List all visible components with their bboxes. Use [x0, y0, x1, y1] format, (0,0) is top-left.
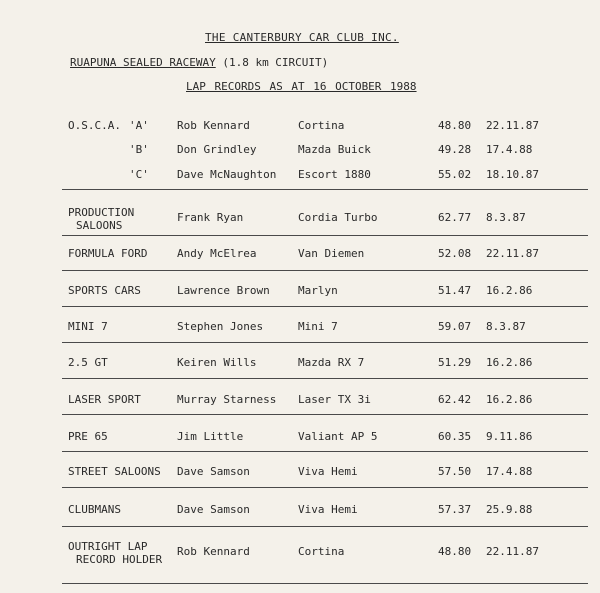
class-cell: PRE 65 [68, 430, 108, 443]
venue-line [70, 56, 328, 69]
date-cell: 17.4.88 [486, 143, 533, 156]
class-line1: OUTRIGHT LAP [68, 540, 148, 553]
car-cell: Cordia Turbo [298, 211, 378, 224]
class-cell: SPORTS CARS [68, 284, 141, 297]
class-cell: MINI 7 [68, 320, 108, 333]
car-cell: Cortina [298, 119, 345, 132]
osca-label: O.S.C.A. [68, 119, 121, 132]
class-line2: RECORD HOLDER [76, 553, 163, 566]
car-cell: Viva Hemi [298, 503, 358, 516]
lap-time-cell: 57.50 [438, 465, 472, 478]
car-cell: Marlyn [298, 284, 338, 297]
osca-sub: 'B' [129, 143, 149, 156]
driver-cell: Andy McElrea [177, 247, 257, 260]
document-title: THE CANTERBURY CAR CLUB INC. [205, 31, 399, 44]
row-divider [62, 270, 588, 271]
lap-time-cell: 60.35 [438, 430, 472, 443]
driver-cell: Jim Little [177, 430, 244, 443]
car-cell: Valiant AP 5 [298, 430, 378, 443]
date-cell: 16.2.86 [486, 284, 533, 297]
lap-time-cell: 51.47 [438, 284, 472, 297]
lap-time-cell: 55.02 [438, 168, 472, 181]
lap-time-cell: 48.80 [438, 545, 472, 558]
lap-time-cell: 59.07 [438, 320, 472, 333]
driver-cell: Dave Samson [177, 465, 250, 478]
car-cell: Viva Hemi [298, 465, 358, 478]
row-divider [62, 414, 588, 415]
driver-cell: Rob Kennard [177, 119, 250, 132]
date-cell: 16.2.86 [486, 393, 533, 406]
lap-time-cell: 48.80 [438, 119, 472, 132]
driver-cell: Dave McNaughton [177, 168, 277, 181]
row-divider [62, 526, 588, 527]
row-divider [62, 189, 588, 190]
class-cell [68, 206, 134, 232]
car-cell: Mini 7 [298, 320, 338, 333]
lap-time-cell: 51.29 [438, 356, 472, 369]
date-cell: 9.11.86 [486, 430, 533, 443]
row-divider [62, 306, 588, 307]
date-cell: 16.2.86 [486, 356, 533, 369]
driver-cell: Stephen Jones [177, 320, 264, 333]
driver-cell: Keiren Wills [177, 356, 257, 369]
car-cell: Mazda RX 7 [298, 356, 365, 369]
car-cell: Mazda Buick [298, 143, 371, 156]
date-cell: 22.11.87 [486, 545, 539, 558]
class-cell [68, 540, 162, 566]
class-cell: LASER SPORT [68, 393, 141, 406]
row-divider [62, 235, 588, 236]
date-cell: 17.4.88 [486, 465, 533, 478]
class-line2: SALOONS [76, 219, 123, 232]
row-divider [62, 451, 588, 452]
car-cell: Van Diemen [298, 247, 365, 260]
lap-time-cell: 62.42 [438, 393, 472, 406]
driver-cell: Murray Starness [177, 393, 277, 406]
car-cell: Cortina [298, 545, 345, 558]
class-line1: PRODUCTION [68, 206, 135, 219]
row-divider [62, 487, 588, 488]
row-divider [62, 342, 588, 343]
class-cell: CLUBMANS [68, 503, 121, 516]
lap-time-cell: 49.28 [438, 143, 472, 156]
lap-time-cell: 62.77 [438, 211, 472, 224]
date-cell: 8.3.87 [486, 211, 526, 224]
lap-time-cell: 57.37 [438, 503, 472, 516]
osca-sub: 'C' [129, 168, 149, 181]
date-cell: 8.3.87 [486, 320, 526, 333]
driver-cell: Dave Samson [177, 503, 250, 516]
car-cell: Escort 1880 [298, 168, 371, 181]
lap-time-cell: 52.08 [438, 247, 472, 260]
osca-sub: 'A' [129, 119, 149, 132]
date-cell: 18.10.87 [486, 168, 539, 181]
records-subtitle: LAP RECORDS AS AT 16 OCTOBER 1988 [186, 80, 417, 93]
car-cell: Laser TX 3i [298, 393, 371, 406]
driver-cell: Don Grindley [177, 143, 257, 156]
date-cell: 22.11.87 [486, 247, 539, 260]
row-divider [62, 583, 588, 584]
driver-cell: Frank Ryan [177, 211, 244, 224]
class-cell: STREET SALOONS [68, 465, 161, 478]
class-cell: 2.5 GT [68, 356, 108, 369]
date-cell: 22.11.87 [486, 119, 539, 132]
driver-cell: Rob Kennard [177, 545, 250, 558]
driver-cell: Lawrence Brown [177, 284, 270, 297]
date-cell: 25.9.88 [486, 503, 533, 516]
class-cell: FORMULA FORD [68, 247, 148, 260]
venue-name: RUAPUNA SEALED RACEWAY [70, 56, 216, 69]
venue-note: (1.8 km CIRCUIT) [222, 56, 329, 69]
row-divider [62, 378, 588, 379]
